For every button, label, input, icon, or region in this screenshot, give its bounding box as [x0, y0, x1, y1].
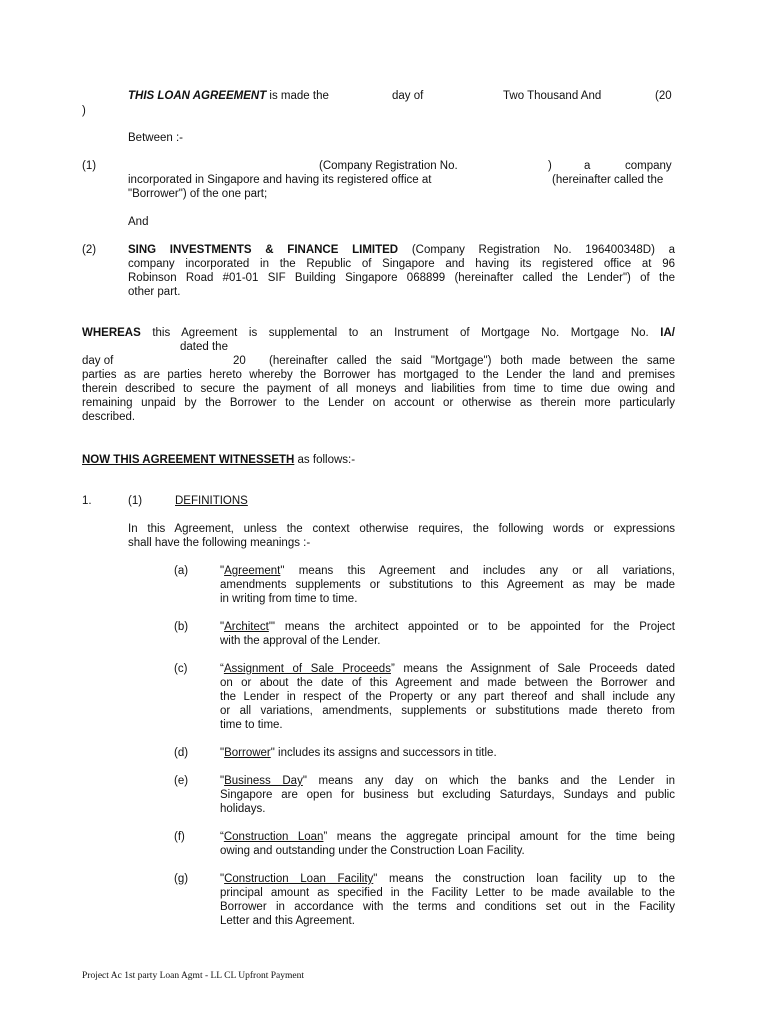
definition-close-quote: " [270, 747, 275, 759]
section-number: 1. [82, 495, 92, 507]
definition-first-rest: means the construction loan facility up to the [377, 873, 675, 885]
section-intro-line1: In this Agreement, unless the context otherwise requires, the following words or expressions [128, 523, 675, 535]
definition-line: owing and outstanding under the Construction Loan Facility. [220, 845, 525, 857]
definition-line: holidays. [220, 803, 266, 815]
definition-label: (b) [174, 621, 189, 633]
definition-open-quote: “ [220, 663, 224, 675]
party2-line2: company incorporated in the Republic of Singapore and having its registered office at 96 [128, 258, 675, 270]
witnesseth-heading: NOW THIS AGREEMENT WITNESSETH [82, 454, 295, 466]
party2-name: SING INVESTMENTS & FINANCE LIMITED [128, 244, 399, 256]
definition-label: (c) [174, 663, 188, 675]
intro-close-paren: ) [82, 105, 86, 117]
definition-open-quote: " [220, 621, 225, 633]
definition-label: (d) [174, 747, 189, 759]
definition-close-quote: ” [323, 831, 328, 843]
definition-close-quote: "' [268, 621, 276, 633]
definition-open-quote: " [220, 775, 225, 787]
definition-close-quote: " [280, 565, 285, 577]
party1-a: a [584, 160, 591, 172]
definition-term: Construction Loan [223, 831, 324, 843]
section-intro-line2: shall have the following meanings :- [128, 537, 311, 549]
definition-line: with the approval of the Lender. [220, 635, 381, 647]
definition-first-line [220, 746, 675, 760]
party1-paren: ) [548, 160, 552, 172]
definition-first-rest: means this Agreement and includes any or all variations, [284, 565, 675, 577]
definition-open-quote: " [220, 747, 225, 759]
definition-label: (f) [174, 831, 185, 843]
definition-term: Assignment of Sale Proceeds [223, 663, 391, 675]
intro-line [128, 89, 329, 103]
definition-close-quote: " [302, 775, 307, 787]
definition-label: (a) [174, 565, 189, 577]
definition-line: principal amount as specified in the Facility Letter to be made available to the [220, 887, 675, 899]
section-sub-number: (1) [128, 495, 143, 507]
definition-first-rest: includes its assigns and successors in title. [274, 747, 497, 759]
definition-first-rest: means the Assignment of Sale Proceeds dated [394, 663, 675, 675]
definition-first-line [220, 830, 675, 844]
party1-company-reg: (Company Registration No. [319, 160, 458, 172]
definition-line: on or about the date of this Agreement and made between the Borrower and [220, 677, 675, 689]
whereas-ia: IA/ [660, 327, 675, 339]
whereas-label: WHEREAS [82, 327, 141, 339]
definition-open-quote: " [220, 873, 225, 885]
definition-line: in writing from time to time. [220, 593, 358, 605]
definition-first-line [220, 564, 675, 578]
definition-first-line [220, 662, 675, 676]
party1-line2-left: incorporated in Singapore and having its registered office at [128, 174, 432, 186]
between-label: Between :- [128, 132, 183, 144]
definition-line: amendments supplements or substitutions to this Agreement as may be made [220, 579, 675, 591]
definition-term: Borrower [224, 747, 271, 759]
whereas-line7: described. [82, 411, 136, 423]
section-heading: DEFINITIONS [175, 495, 248, 507]
party2-line1 [128, 243, 675, 257]
intro-day-of: day of [392, 90, 424, 102]
definition-label: (e) [174, 775, 189, 787]
whereas-line1 [82, 326, 675, 340]
definition-line: Borrower in accordance with the terms and conditions set out in the Facility [220, 901, 675, 913]
definition-open-quote: " [220, 565, 225, 577]
party2-number: (2) [82, 244, 97, 256]
definition-term: Agreement [224, 565, 281, 577]
definition-first-rest: means the architect appointed or to be appointed for the Project [275, 621, 675, 633]
definition-first-rest: means the aggregate principal amount for the time being [327, 831, 675, 843]
intro-year-paren: (20 [655, 90, 672, 102]
witnesseth-line [82, 453, 355, 467]
party1-line3: "Borrower") of the one part; [128, 188, 268, 200]
definition-line: time to time. [220, 719, 283, 731]
whereas-line4: parties as are parties hereto whereby the Borrower has mortgaged to the Lender the land and premises [82, 369, 675, 381]
definition-first-line [220, 872, 675, 886]
party2-line4: other part. [128, 286, 181, 298]
intro-year-words: Two Thousand And [503, 90, 602, 102]
definition-line: Singapore are open for business but excluding Saturdays, Sundays and public [220, 789, 675, 801]
whereas-line5: therein described to secure the payment of all moneys and liabilities from time to time due owing and [82, 383, 675, 395]
definition-first-line [220, 774, 675, 788]
definition-term: Business Day [224, 775, 303, 787]
page-footer: Project Ac 1st party Loan Agmt - LL CL Upfront Payment [82, 971, 304, 981]
definition-close-quote: " [373, 873, 378, 885]
definition-line: or all variations, amendments, supplements or substitutions made thereto from [220, 705, 675, 717]
intro-made: is made the [269, 90, 329, 102]
definition-line: Letter and this Agreement. [220, 915, 355, 927]
definition-open-quote: “ [220, 831, 224, 843]
party1-line2-right: (hereinafter called the [552, 174, 664, 186]
definition-first-line [220, 620, 675, 634]
party2-line1-rest: (Company Registration No. 196400348D) a [411, 244, 675, 256]
whereas-twenty: 20 [233, 355, 246, 367]
definition-term: Architect [224, 621, 269, 633]
definition-line: the Lender in respect of the Property or any part thereof and shall include any [220, 691, 675, 703]
definition-term: Construction Loan Facility [224, 873, 374, 885]
whereas-line6: remaining unpaid by the Borrower to the Lender on account or otherwise as therein more particularly [82, 397, 675, 409]
party2-line3: Robinson Road #01-01 SIF Building Singapore 068899 (hereinafter called the Lender") of the [128, 272, 675, 284]
party1-company: company [625, 160, 672, 172]
whereas-line3-rest: (hereinafter called the said "Mortgage") both made between the same [269, 355, 675, 367]
whereas-dated: dated the [180, 341, 228, 353]
whereas-line1-rest: this Agreement is supplemental to an Instrument of Mortgage No. Mortgage No. [152, 327, 649, 339]
definition-close-quote: ” [390, 663, 395, 675]
party1-number: (1) [82, 160, 97, 172]
and-label: And [128, 216, 149, 228]
agreement-title: THIS LOAN AGREEMENT [128, 90, 267, 102]
witnesseth-rest: as follows:- [297, 454, 356, 466]
definition-first-rest: means any day on which the banks and the Lender in [306, 775, 676, 787]
whereas-day-of: day of [82, 355, 114, 367]
definition-label: (g) [174, 873, 189, 885]
